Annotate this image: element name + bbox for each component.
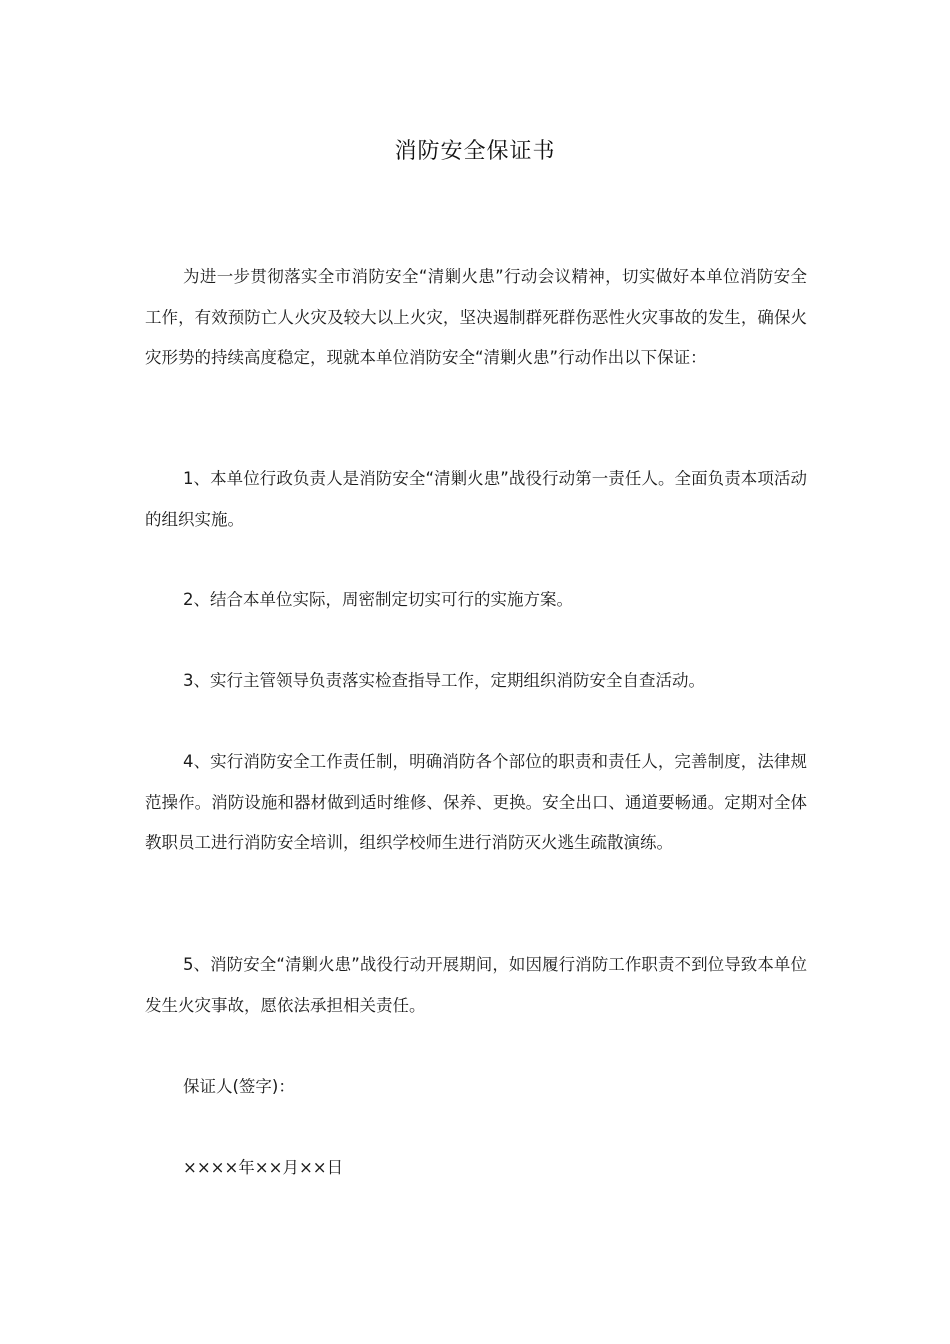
pledge-item-4: 4、实行消防安全工作责任制，明确消防各个部位的职责和责任人，完善制度，法律规范操作。消防设施和器材做到适时维修、保养、更换。安全出口、通道要畅通。定期对全体教职员工进行消防安全培训，组织学校师生进行消防灭火逃生疏散演练。 [145, 752, 807, 853]
pledge-item-2: 2、结合本单位实际，周密制定切实可行的实施方案。 [183, 590, 573, 609]
pledge-item-1: 1、本单位行政负责人是消防安全“清剿火患”战役行动第一责任人。全面负责本项活动的组织实施。 [145, 469, 807, 529]
signature-label: 保证人(签字)： [183, 1077, 295, 1096]
intro-paragraph: 为进一步贯彻落实全市消防安全“清剿火患”行动会议精神，切实做好本单位消防安全工作，有效预防亡人火灾及较大以上火灾，坚决遏制群死群伤恶性火灾事故的发生，确保火灾形势的持续高度稳定，现就本单位消防安全“清剿火患”行动作出以下保证： [145, 267, 807, 368]
document-title: 消防安全保证书 [394, 139, 556, 164]
date-placeholder: ××××年××月××日 [183, 1158, 344, 1177]
pledge-item-3: 3、实行主管领导负责落实检查指导工作，定期组织消防安全自查活动。 [183, 671, 705, 690]
pledge-item-5: 5、消防安全“清剿火患”战役行动开展期间，如因履行消防工作职责不到位导致本单位发生火灾事故，愿依法承担相关责任。 [145, 955, 807, 1015]
